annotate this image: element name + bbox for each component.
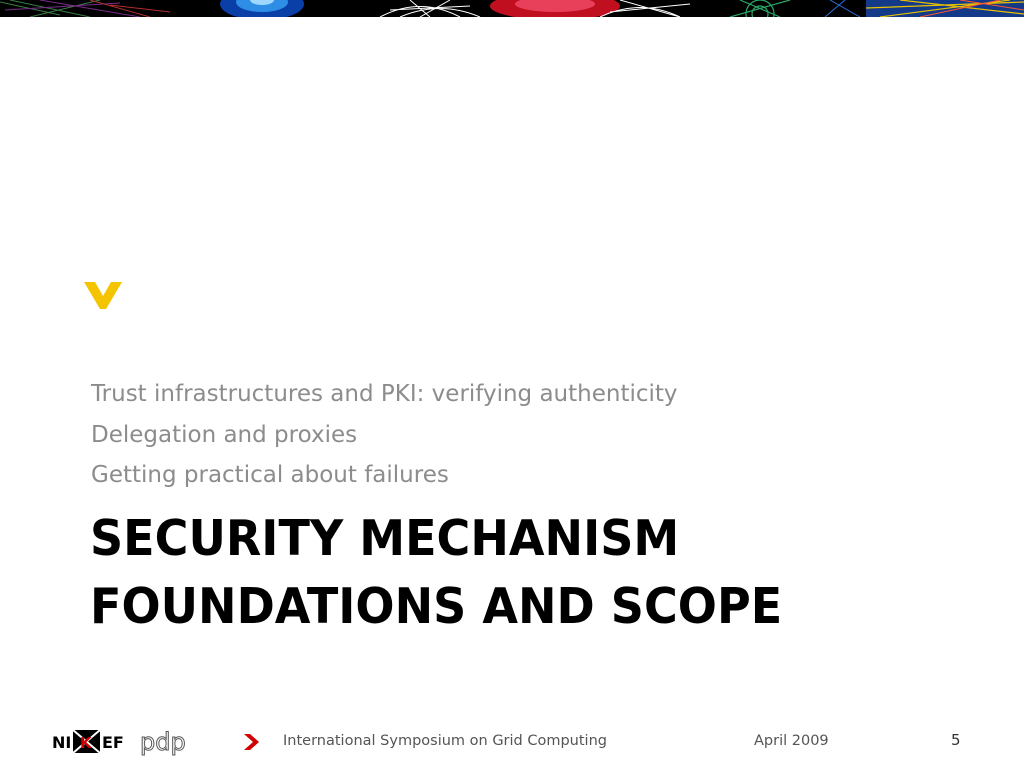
bullet-item: Delegation and proxies bbox=[91, 421, 358, 448]
page-number: 5 bbox=[951, 731, 961, 749]
footer-date: April 2009 bbox=[754, 733, 829, 749]
svg-text:NI: NI bbox=[52, 733, 72, 752]
bullet-item: Getting practical about failures bbox=[91, 462, 449, 488]
slide-title-line: FOUNDATIONS AND SCOPE bbox=[90, 578, 783, 635]
svg-text:EF: EF bbox=[102, 733, 124, 752]
header-banner-image bbox=[0, 0, 1024, 17]
svg-text:pdp: pdp bbox=[140, 728, 186, 756]
pdp-logo bbox=[140, 728, 190, 758]
footer-conference: International Symposium on Grid Computing bbox=[283, 733, 607, 749]
nikhef-logo bbox=[52, 726, 142, 756]
bullet-list bbox=[91, 374, 951, 496]
svg-text:K: K bbox=[80, 734, 92, 752]
chevron-right-icon bbox=[242, 732, 260, 752]
particle-collision-banner bbox=[0, 0, 1024, 17]
slide-title-line: SECURITY MECHANISM bbox=[90, 510, 680, 567]
bullet-item: Trust infrastructures and PKI: verifying authenticity bbox=[91, 381, 678, 407]
slide-title bbox=[90, 505, 917, 641]
chevron-down-icon bbox=[84, 280, 122, 310]
